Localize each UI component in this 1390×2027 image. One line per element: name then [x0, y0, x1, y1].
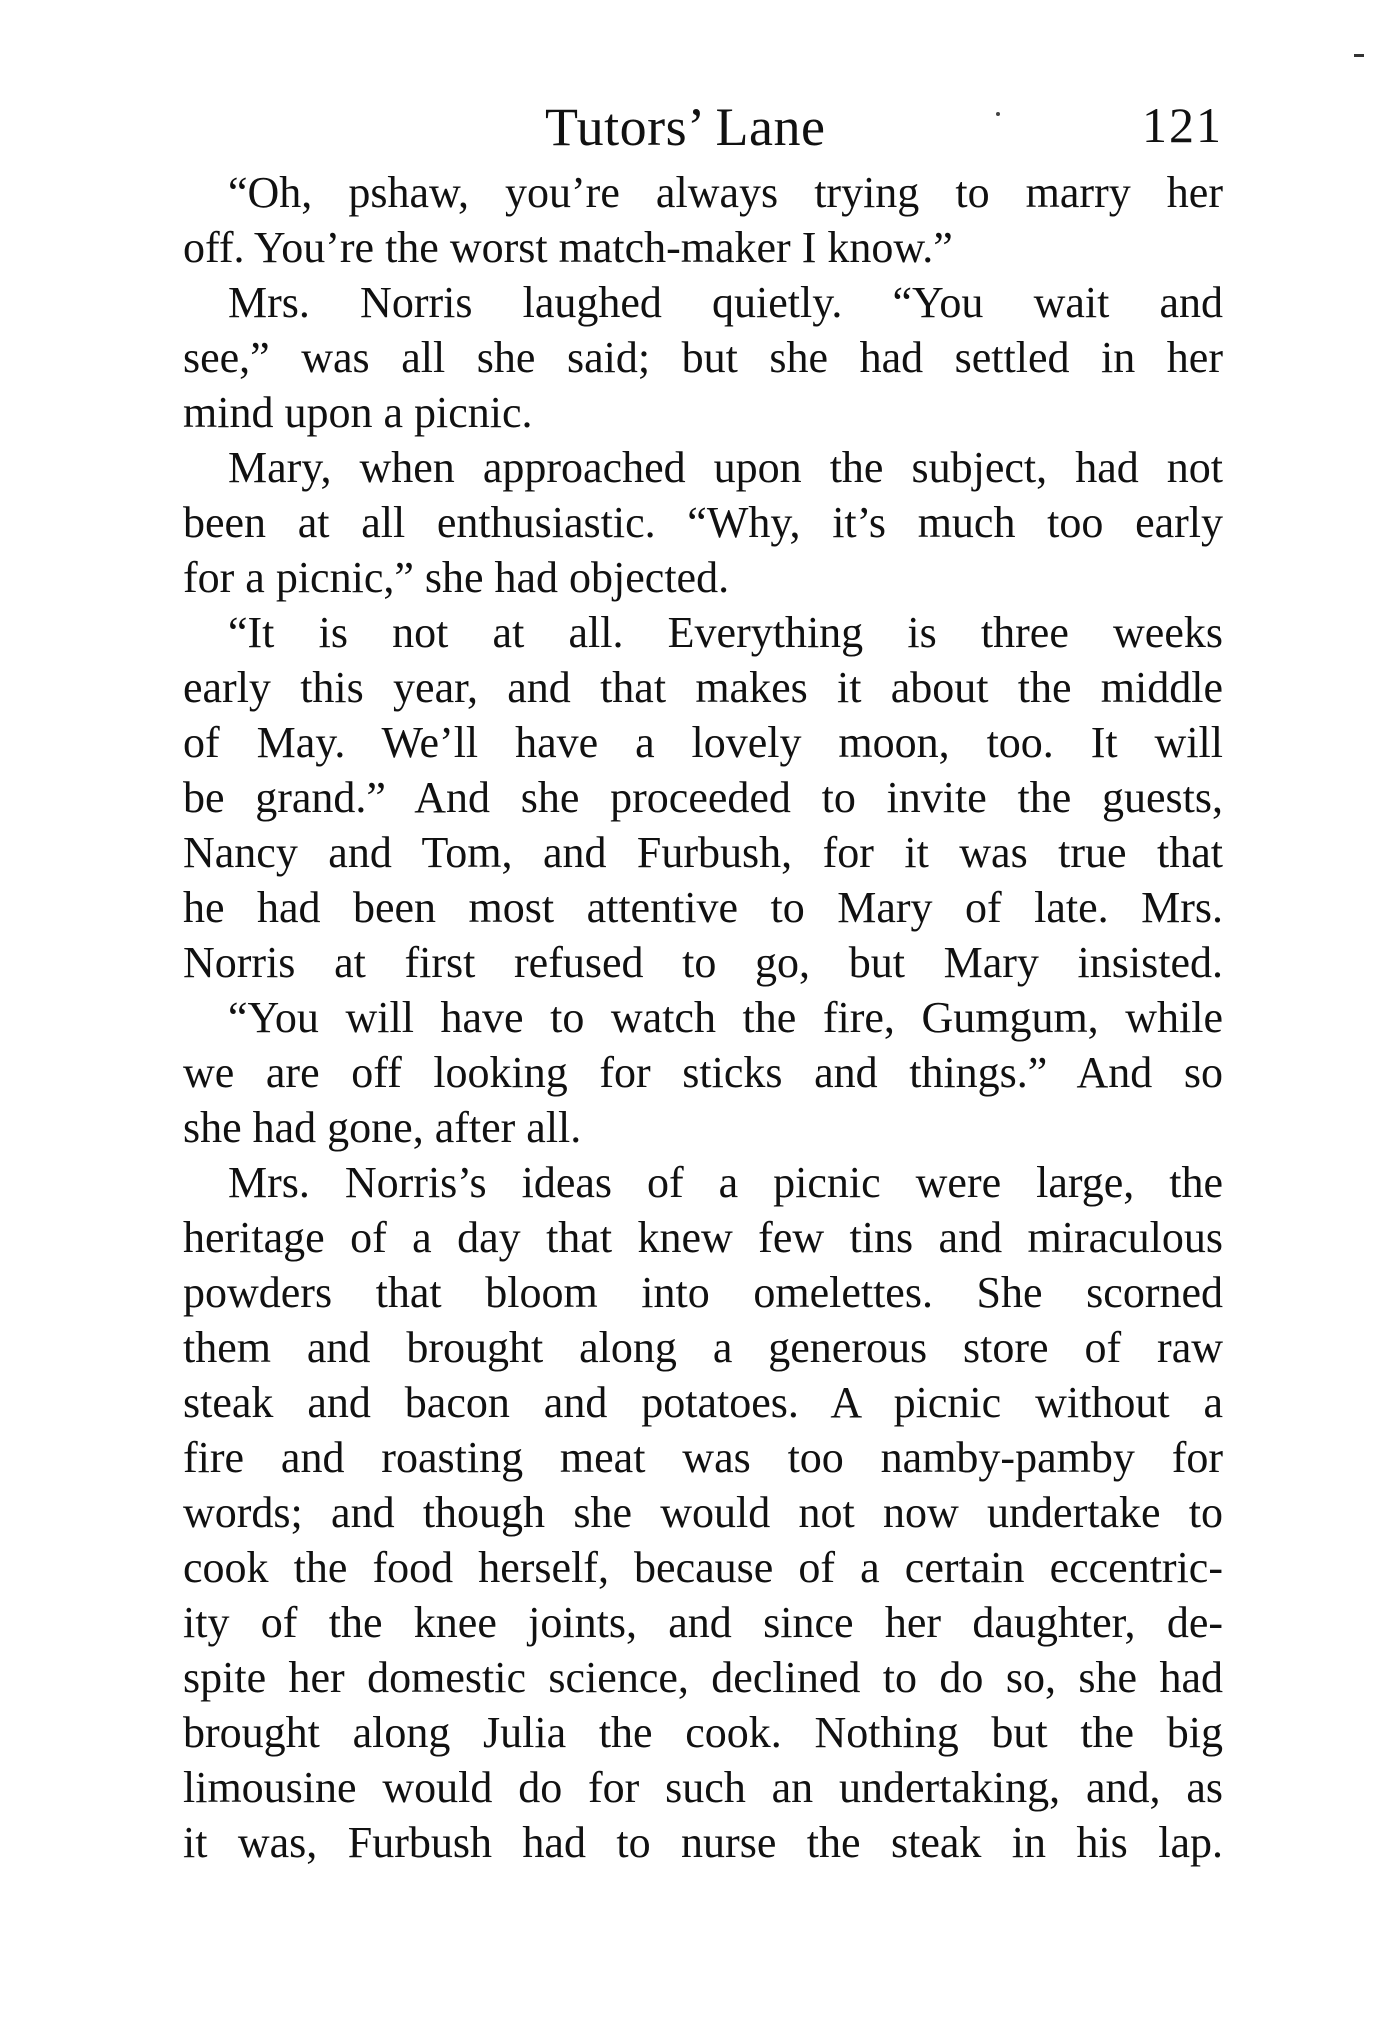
text-line: steak and bacon and potatoes. A picnic without a	[183, 1378, 1223, 1427]
text-line: ity of the knee joints, and since her daughter, de-	[183, 1598, 1223, 1647]
text-line: “Oh, pshaw, you’re always trying to marry her	[228, 168, 1223, 217]
text-line: he had been most attentive to Mary of late. Mrs.	[183, 883, 1223, 932]
text-line: fire and roasting meat was too namby-pamby for	[183, 1433, 1223, 1482]
text-line: words; and though she would not now undertake to	[183, 1488, 1223, 1537]
text-line: for a picnic,” she had objected.	[183, 553, 730, 602]
text-line: spite her domestic science, declined to do so, she had	[183, 1653, 1223, 1702]
text-line: heritage of a day that knew few tins and miraculous	[183, 1213, 1223, 1262]
text-line: Mrs. Norris’s ideas of a picnic were large, the	[228, 1158, 1223, 1207]
scan-speck	[1354, 54, 1364, 57]
text-line: Nancy and Tom, and Furbush, for it was true that	[183, 828, 1223, 877]
text-line: off. You’re the worst match-maker I know.”	[183, 223, 953, 272]
text-line: we are off looking for sticks and things.” And so	[183, 1048, 1223, 1097]
text-line: it was, Furbush had to nurse the steak in his lap.	[183, 1818, 1223, 1867]
text-line: brought along Julia the cook. Nothing but the big	[183, 1708, 1223, 1757]
text-line: she had gone, after all.	[183, 1103, 582, 1152]
text-line: mind upon a picnic.	[183, 388, 533, 437]
text-line: “It is not at all. Everything is three weeks	[228, 608, 1223, 657]
text-line: be grand.” And she proceeded to invite the guests,	[183, 773, 1223, 822]
text-line: “You will have to watch the fire, Gumgum, while	[228, 993, 1223, 1042]
text-line: limousine would do for such an undertaking, and, as	[183, 1763, 1223, 1812]
page-number: 121	[1142, 97, 1223, 153]
page-header	[183, 96, 1223, 166]
text-line: Mary, when approached upon the subject, had not	[228, 443, 1223, 492]
text-line: early this year, and that makes it about the middle	[183, 663, 1223, 712]
text-line: Mrs. Norris laughed quietly. “You wait and	[228, 278, 1223, 327]
text-line: Norris at first refused to go, but Mary insisted.	[183, 938, 1223, 987]
text-line: of May. We’ll have a lovely moon, too. It will	[183, 718, 1223, 767]
body-text	[183, 165, 1223, 1870]
text-line: powders that bloom into omelettes. She scorned	[183, 1268, 1223, 1317]
text-line: them and brought along a generous store of raw	[183, 1323, 1223, 1372]
text-line: been at all enthusiastic. “Why, it’s much too early	[183, 498, 1223, 547]
running-title: Tutors’ Lane	[545, 97, 826, 157]
text-line: see,” was all she said; but she had settled in her	[183, 333, 1223, 382]
text-line: cook the food herself, because of a certain eccentric-	[183, 1543, 1223, 1592]
